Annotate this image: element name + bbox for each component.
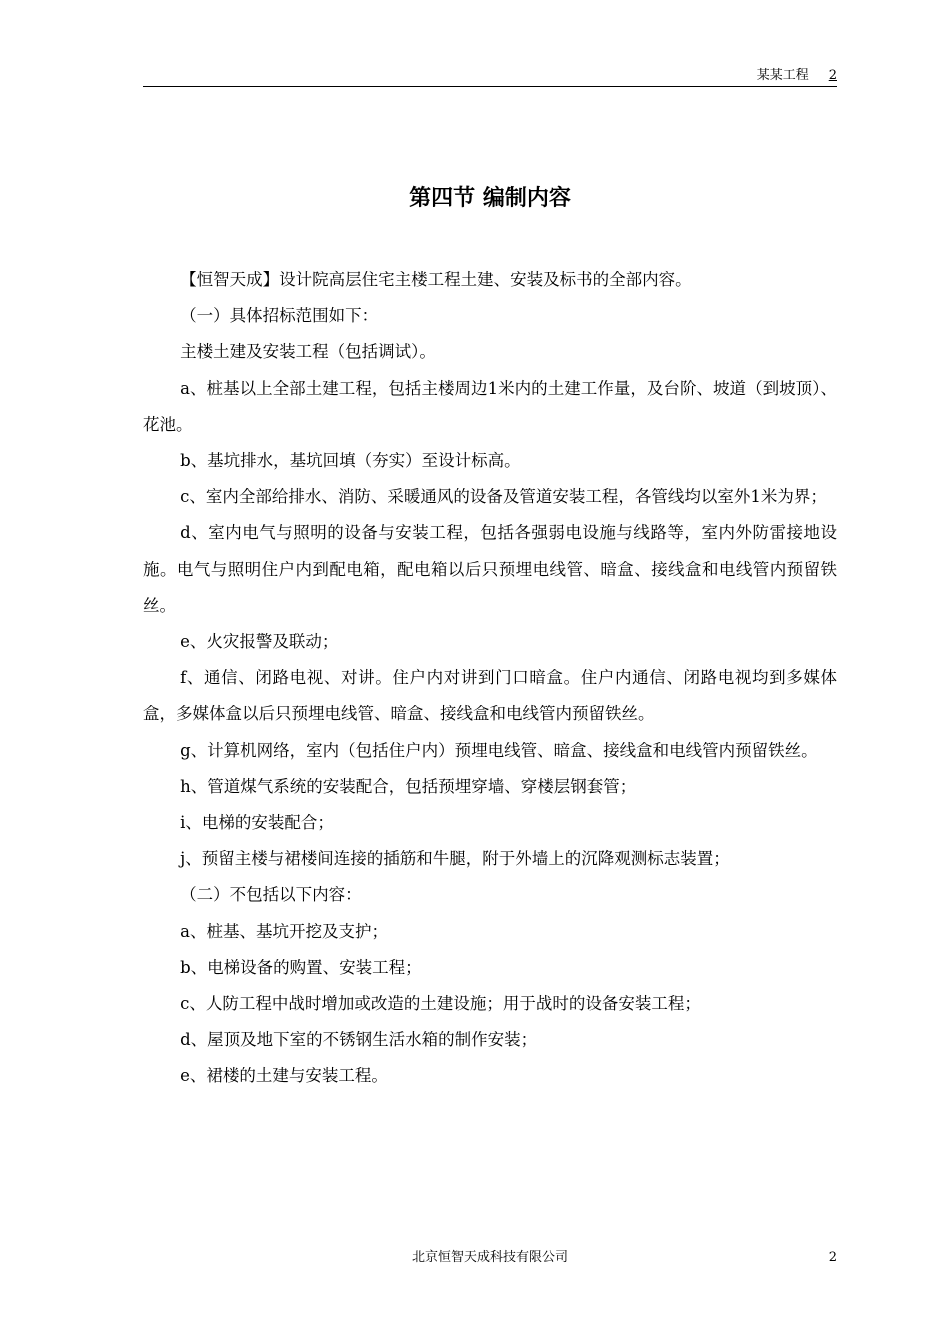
paragraph: a、桩基、基坑开挖及支护； [180,921,388,941]
paragraph: c、室内全部给排水、消防、采暖通风的设备及管道安装工程，各管线均以室外1米为界； [180,487,827,507]
paragraph: a、桩基以上全部土建工程，包括主楼周边1米内的土建工作量，及台阶、坡道（到坡顶）、花池。 [143,378,837,434]
paragraph: b、基坑排水，基坑回填（夯实）至设计标高。 [180,451,521,471]
paragraph: （一）具体招标范围如下： [180,306,379,326]
paragraph: 主楼土建及安装工程（包括调试）。 [180,342,436,362]
paragraph: h、管道煤气系统的安装配合，包括预埋穿墙、穿楼层钢套管； [180,776,637,796]
header-title: 某某工程 [756,68,809,83]
paragraph: f、通信、闭路电视、对讲。住户内对讲到门口暗盒。住户内通信、闭路电视均到多媒体盒，多媒体盒以后只预埋电线管、暗盒、接线盒和电线管内预留铁丝。 [143,668,837,724]
header-page-number: 2 [828,68,837,83]
paragraph: e、裙楼的土建与安装工程。 [180,1066,388,1086]
body-text [143,262,837,1095]
paragraph: c、人防工程中战时增加或改造的土建设施；用于战时的设备安装工程； [180,994,701,1014]
paragraph: d、室内电气与照明的设备与安装工程，包括各强弱电设施与线路等，室内外防雷接地设施。电气与照明住户内到配电箱，配电箱以后只预埋电线管、暗盒、接线盒和电线管内预留铁丝。 [143,523,837,615]
footer-page-number: 2 [828,1250,837,1265]
paragraph: （二）不包括以下内容： [180,885,362,905]
paragraph: d、屋顶及地下室的不锈钢生活水箱的制作安装； [180,1030,538,1050]
paragraph: i、电梯的安装配合； [180,813,334,833]
paragraph: e、火灾报警及联动； [180,632,339,652]
page-header [143,66,837,87]
paragraph: j、预留主楼与裙楼间连接的插筋和牛腿，附于外墙上的沉降观测标志装置； [180,849,730,869]
section-title: 第四节 编制内容 [409,186,571,211]
paragraph: g、计算机网络，室内（包括住户内）预埋电线管、暗盒、接线盒和电线管内预留铁丝。 [180,740,818,760]
footer-company: 北京恒智天成科技有限公司 [411,1250,568,1265]
paragraph: b、电梯设备的购置、安装工程； [180,957,422,977]
paragraph: 【恒智天成】设计院高层住宅主楼工程土建、安装及标书的全部内容。 [180,270,692,289]
